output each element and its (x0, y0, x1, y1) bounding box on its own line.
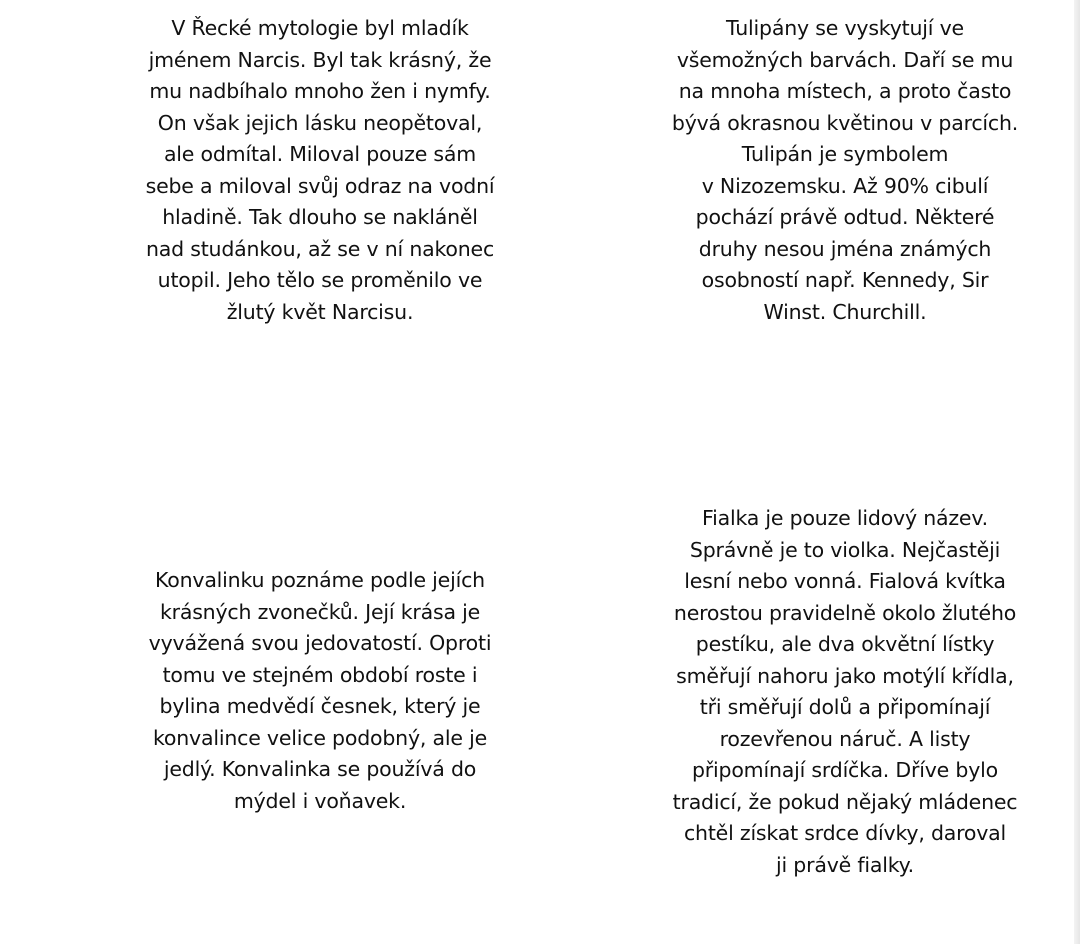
page-edge-shadow (1074, 0, 1080, 944)
text-line: V Řecké mytologie byl mladík (171, 16, 469, 40)
text-line: nad studánkou, až se v ní nakonec (145, 236, 495, 261)
text-line: na mnoha místech, a proto často (678, 79, 1012, 103)
text-line: jedlý. Konvalinka se používá do (163, 757, 477, 781)
text-line: utopil. Jeho tělo se proměnilo ve (157, 268, 483, 292)
text-line: Tulipány se vyskytují ve (726, 16, 964, 40)
text-line: Tulipán je symbolem (741, 142, 949, 166)
text-line: připomínají srdíčka. Dříve bylo (691, 758, 998, 782)
text-line: všemožných barvách. Daří se mu (676, 47, 1014, 72)
text-line: rozevřenou náruč. A listy (719, 726, 971, 751)
text-line: Winst. Churchill. (763, 299, 927, 324)
text-line: konvalince velice podobný, ale je (152, 725, 488, 750)
text-line: bylina medvědí česnek, který je (159, 694, 481, 718)
text-line: jménem Narcis. Byl tak krásný, že (148, 47, 492, 72)
text-line: krásných zvonečků. Její krása je (159, 599, 481, 624)
text-line: druhy nesou jména známých (698, 236, 992, 261)
text-line: mýdel i voňavek. (233, 788, 407, 813)
text-line: hladině. Tak dlouho se nakláněl (162, 205, 478, 229)
text-line: nerostou pravidelně okolo žlutého (673, 600, 1017, 625)
text-line: vyvážená svou jedovatostí. Oproti (148, 631, 492, 655)
text-line: tři směřují dolů a připomínají (699, 695, 991, 719)
text-line: ale odmítal. Miloval pouze sám (163, 142, 477, 166)
text-line: bývá okrasnou květinou v parcích. (671, 110, 1019, 135)
text-line: tradicí, že pokud nějaký mládenec (672, 789, 1018, 814)
text-line: Fialka je pouze lidový název. (701, 506, 988, 530)
text-line: pestíku, ale dva okvětní lístky (695, 632, 995, 656)
text-line: On však jejich lásku neopětoval, (157, 110, 483, 135)
tulipan-text-block (645, 13, 1045, 328)
text-line: tomu ve stejném období roste i (162, 662, 478, 687)
text-line: pochází právě odtud. Některé (695, 205, 995, 229)
text-line: Správně je to violka. Nejčastěji (689, 537, 1001, 562)
text-line: v Nizozemsku. Až 90% cibulí (701, 173, 989, 198)
text-line: žlutý květ Narcisu. (226, 299, 414, 324)
text-line: Konvalinku poznáme podle jejích (155, 568, 485, 592)
text-line: směřují nahoru jako motýlí křídla, (676, 663, 1014, 688)
narcis-text-block (120, 13, 520, 328)
konvalinka-text-block (120, 565, 520, 817)
text-line: chtěl získat srdce dívky, daroval (683, 821, 1007, 845)
text-line: mu nadbíhalo mnoho žen i nymfy. (149, 79, 491, 103)
fialka-text-block (645, 503, 1045, 881)
text-line: osobností např. Kennedy, Sir (701, 268, 989, 292)
text-line: sebe a miloval svůj odraz na vodní (145, 173, 495, 198)
text-line: ji právě fialky. (775, 852, 914, 877)
text-line: lesní nebo vonná. Fialová kvítka (684, 569, 1006, 593)
